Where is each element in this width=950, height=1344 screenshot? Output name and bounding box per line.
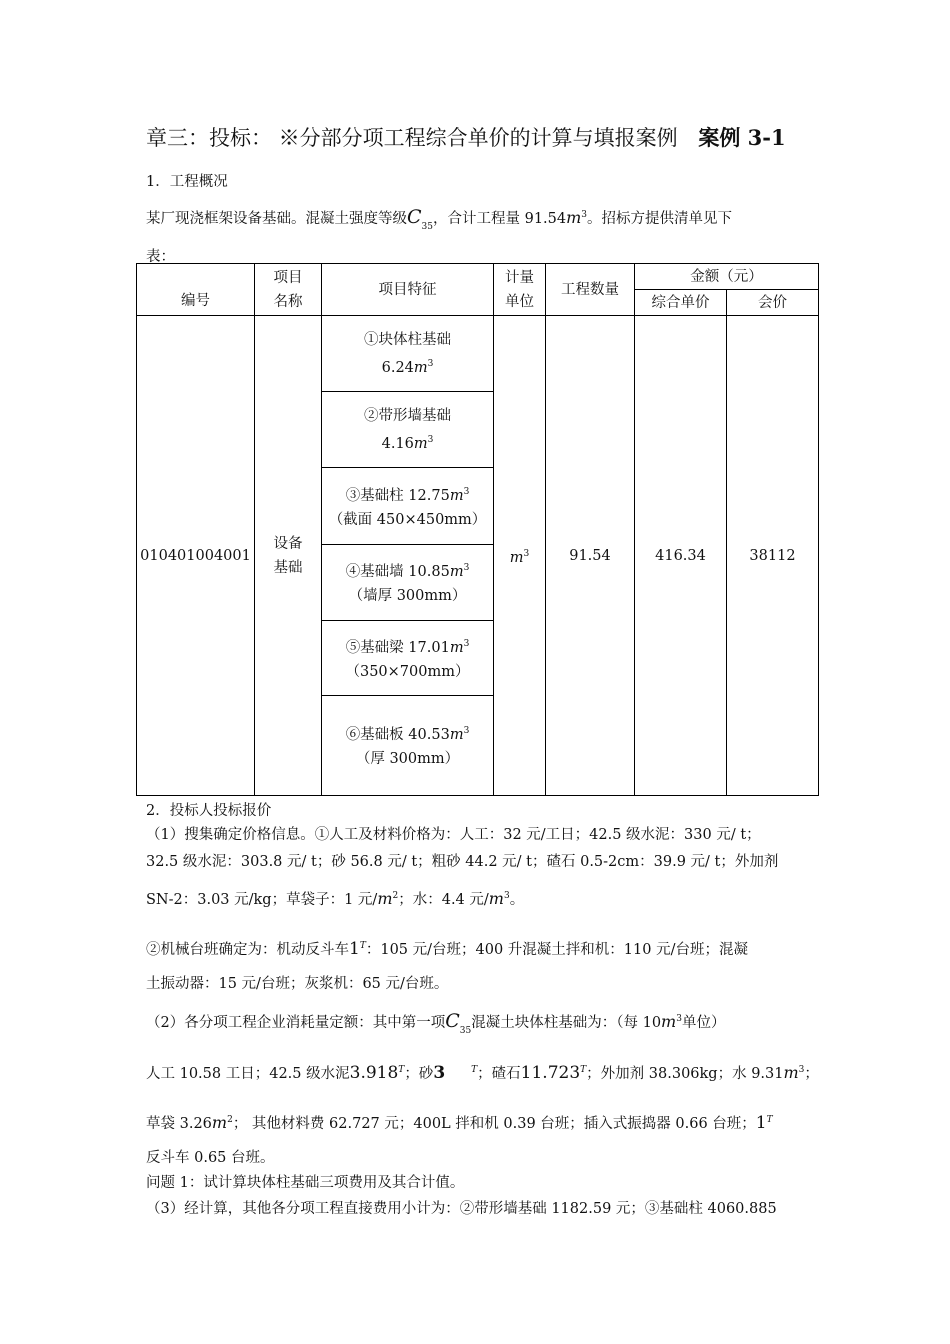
cell-name: 设备 基础 <box>255 316 322 796</box>
cell-code: 010401004001 <box>137 316 255 796</box>
feature-item: ④基础墙 $10.85m^3$ （墙厚 300mm） <box>322 544 494 620</box>
section2-p5: 草袋 $3.26m^2$； 其他材料费 62.727 元；400L 拌和机 0.39 台班；插入式振捣器 0.66 台班；$1^T$ <box>146 1113 773 1133</box>
header-total: 会价 <box>727 290 819 316</box>
header-unit: 计量 单位 <box>494 264 546 316</box>
header-amount: 金额（元） <box>635 264 819 290</box>
header-qty: 工程数量 <box>546 264 635 316</box>
feature-item: ③基础柱 $12.75m^3$ （截面 450×450mm） <box>322 468 494 544</box>
section1-line1: 某厂现浇框架设备基础。混凝土强度等级$C_{35}$，合计工程量 $91.54m^3$。招标方提供清单见下 <box>146 206 733 232</box>
cell-qty: 91.54 <box>546 316 635 796</box>
section1-heading: 1．工程概况 <box>146 174 228 190</box>
section2-heading: 2．投标人投标报价 <box>146 803 272 819</box>
section2-p3-l1: （2）各分项工程企业消耗量定额：其中第一项$C_{35}$混凝土块体柱基础为：（每 $10m^3$单位） <box>146 1010 726 1036</box>
feature-item: ⑤基础梁 $17.01m^3$ （350×700mm） <box>322 620 494 695</box>
feature-item: ①块体柱基础 $6.24m^3$ <box>322 316 494 392</box>
question-1: 问题 1：试计算块体柱基础三项费用及其合计值。 <box>146 1175 465 1191</box>
header-name: 项目 名称 <box>255 264 322 316</box>
section2-p1-l2: 32.5 级水泥：303.8 元/ t；砂 56.8 元/ t；粗砂 44.2 元/ t；碴石 0.5-2cm：39.9 元/ t；外加剂 <box>146 854 779 870</box>
section2-p1-l1: （1）搜集确定价格信息。①人工及材料价格为：人工：32 元/工日；42.5 级水泥：330 元/ t； <box>146 827 761 843</box>
bill-table <box>136 263 819 796</box>
header-feature: 项目特征 <box>322 264 494 316</box>
section2-p4: 人工 10.58 工日；42.5 级水泥$3.918^T$；砂3 $^T$；碴石$11.723^T$；外加剂 38.306kg；水 $9.31m^3$； <box>146 1063 819 1083</box>
section2-p1-l3: SN-2：3.03 元/kg；草袋子：1 元$/m^2$；水：4.4 元$/m^3$。 <box>146 889 525 908</box>
section2-p6: 反斗车 0.65 台班。 <box>146 1150 275 1166</box>
section2-p7: （3）经计算，其他各分项工程直接费用小计为：②带形墙基础 1182.59 元；③基础柱 4060.885 <box>146 1201 777 1217</box>
cell-unit-price: 416.34 <box>635 316 727 796</box>
header-code: 编号 <box>137 264 255 316</box>
title-case: 案例 3-1 <box>698 125 786 150</box>
section2-p2-l2: 土振动器：15 元/台班；灰浆机：65 元/台班。 <box>146 976 449 992</box>
page-title <box>146 122 786 152</box>
cell-unit: $m^3$ <box>494 316 546 796</box>
header-unit-price: 综合单价 <box>635 290 727 316</box>
title-main: 章三：投标： ※分部分项工程综合单价的计算与填报案例 <box>146 126 678 150</box>
feature-item: ⑥基础板 $40.53m^3$ （厚 300mm） <box>322 695 494 795</box>
cell-total: 38112 <box>727 316 819 796</box>
feature-item: ②带形墙基础 $4.16m^3$ <box>322 392 494 468</box>
section1-line2: 表： <box>146 249 175 265</box>
section2-p2-l1: ②机械台班确定为：机动反斗车$1^T$：105 元/台班；400 升混凝土拌和机：110 元/台班；混凝 <box>146 939 748 959</box>
